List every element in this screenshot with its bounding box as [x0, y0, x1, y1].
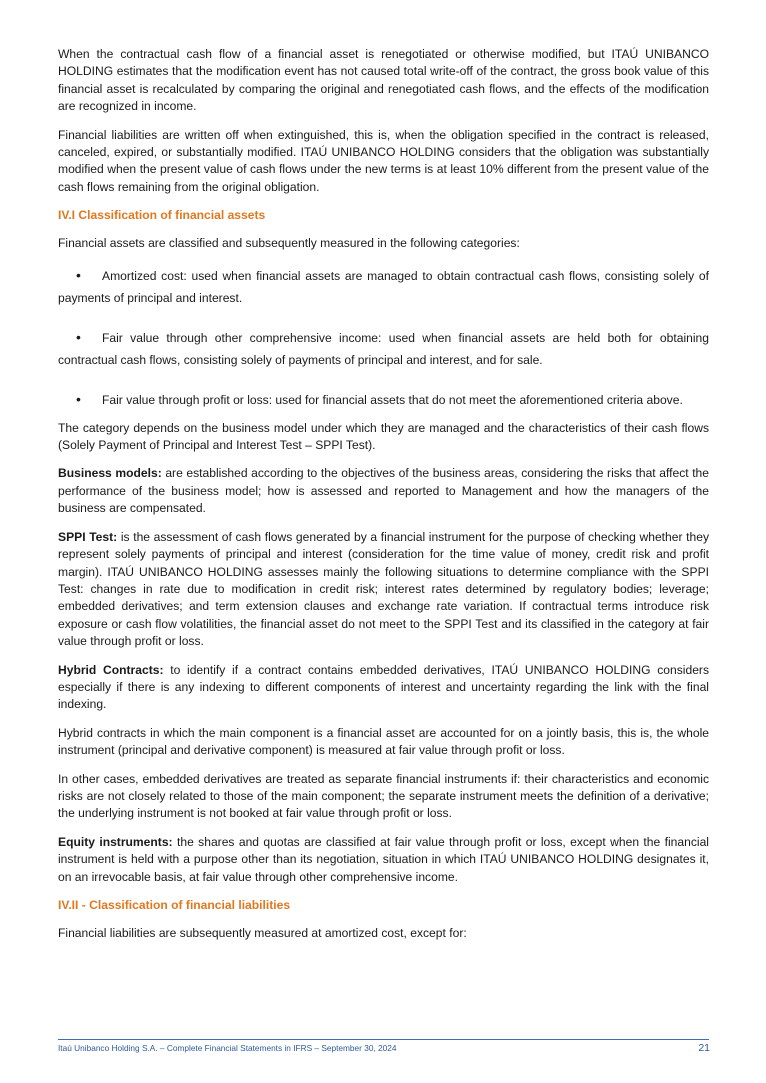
- list-item: [58, 264, 709, 309]
- paragraph-categories-intro: Financial assets are classified and subsequently measured in the following categories:: [58, 236, 520, 251]
- page-number: 21: [698, 1042, 710, 1054]
- term-text: is the assessment of cash flows generated by a financial instrument for the purpose of checking whether they represent solely payments of principal and interest (consideration for the time value of money, credit risk and profit margin). ITAÚ UNIBANCO HOLDING assesses mainly the following situations to determine compliance with the SPPI Test: changes in rate due to modification in credit risk; interest rates determined by regulatory bodies; leverage; embedded derivatives; and term extension clauses and exchange rate variation. If contractual terms introduce risk exposure or cash flow volatilities, the financial asset do not meet to the SPPI Test and its classified in the category at fair value through profit or loss.: [58, 529, 709, 649]
- paragraph-hybrid-accounting: Hybrid contracts in which the main component is a financial asset are accounted for on a jointly basis, this is, the whole instrument (principal and derivative component) is measured at fair value through profit or loss.: [58, 725, 709, 758]
- section-heading-financial-liabilities: IV.II - Classification of financial liabilities: [58, 898, 291, 912]
- list-item: [58, 326, 709, 371]
- footer-divider: [58, 1039, 709, 1040]
- term-text: to identify if a contract contains embedded derivatives, ITAÚ UNIBANCO HOLDING considers especially if there is any indexing to different components of interest and uncertainty regarding the link with the final indexing.: [58, 662, 709, 712]
- term-text: the shares and quotas are classified at fair value through profit or loss, except when the financial instrument is held with a purpose other than its negotiation, situation in which ITAÚ UNIBANCO HOLDING designates it, on an irrevocable basis, at fair value through other comprehensive income.: [58, 834, 709, 884]
- list-item: [58, 388, 709, 411]
- paragraph-equity-instruments: [58, 834, 709, 886]
- list-item-text: Fair value through other comprehensive income: used when financial assets are held both for obtaining contractual cash flows, consisting solely of payments of principal and interest, and for sale.: [58, 330, 709, 367]
- paragraph-liabilities-measurement: Financial liabilities are subsequently measured at amortized cost, except for:: [58, 926, 467, 940]
- document-body: [58, 46, 709, 953]
- paragraph-liabilities-writeoff: Financial liabilities are written off when extinguished, this is, when the obligation specified in the contract is released, canceled, expired, or substantially modified. ITAÚ UNIBANCO HOLDING considers that the obligation was substantially modified when the present value of cash flows under the new terms is at least 10% different from the present value of the cash flows remaining from the original obligation.: [58, 127, 709, 194]
- footer-document-title: Itaú Unibanco Holding S.A. – Complete Financial Statements in IFRS – September 30, 2024: [58, 1043, 397, 1053]
- term-text: are established according to the objectives of the business areas, considering the risks that affect the performance of the business model; how is assessed and reported to Management and how the managers of the business are compensated.: [58, 466, 710, 516]
- term-label: Business models:: [58, 466, 162, 481]
- paragraph-hybrid-contracts: [58, 662, 709, 714]
- paragraph-embedded-derivatives: In other cases, embedded derivatives are treated as separate financial instruments if: their characteristics and economic risks are not closely related to those of the main component; the separate instrument meets the definition of a derivative; the underlying instrument is not booked at fair value through profit or loss.: [58, 771, 709, 821]
- paragraph-modification: When the contractual cash flow of a financial asset is renegotiated or otherwise modified, but ITAÚ UNIBANCO HOLDING estimates that the modification event has not caused total write-off of the contract, the gross book value of this financial asset is recalculated by comparing the original and renegotiated cash flows, and the effects of the modification are recognized in income.: [58, 47, 709, 114]
- list-item-text: Fair value through profit or loss: used for financial assets that do not meet the aforementioned criteria above.: [102, 392, 683, 407]
- paragraph-business-models: [58, 465, 709, 517]
- bullet-icon: •: [76, 266, 81, 283]
- list-item-text: Amortized cost: used when financial assets are managed to obtain contractual cash flows, consisting solely of payments of principal and interest.: [58, 268, 709, 305]
- term-label: Hybrid Contracts:: [58, 662, 164, 677]
- term-label: SPPI Test:: [58, 529, 118, 544]
- bullet-icon: •: [76, 328, 81, 345]
- bullet-icon: •: [76, 390, 81, 407]
- paragraph-sppi-test: [58, 529, 709, 651]
- paragraph-category-depends: The category depends on the business model under which they are managed and the characteristics of their cash flows (Solely Payment of Principal and Interest Test – SPPI Test).: [58, 420, 709, 453]
- term-label: Equity instruments:: [58, 834, 173, 849]
- section-heading-financial-assets: IV.I Classification of financial assets: [58, 208, 266, 223]
